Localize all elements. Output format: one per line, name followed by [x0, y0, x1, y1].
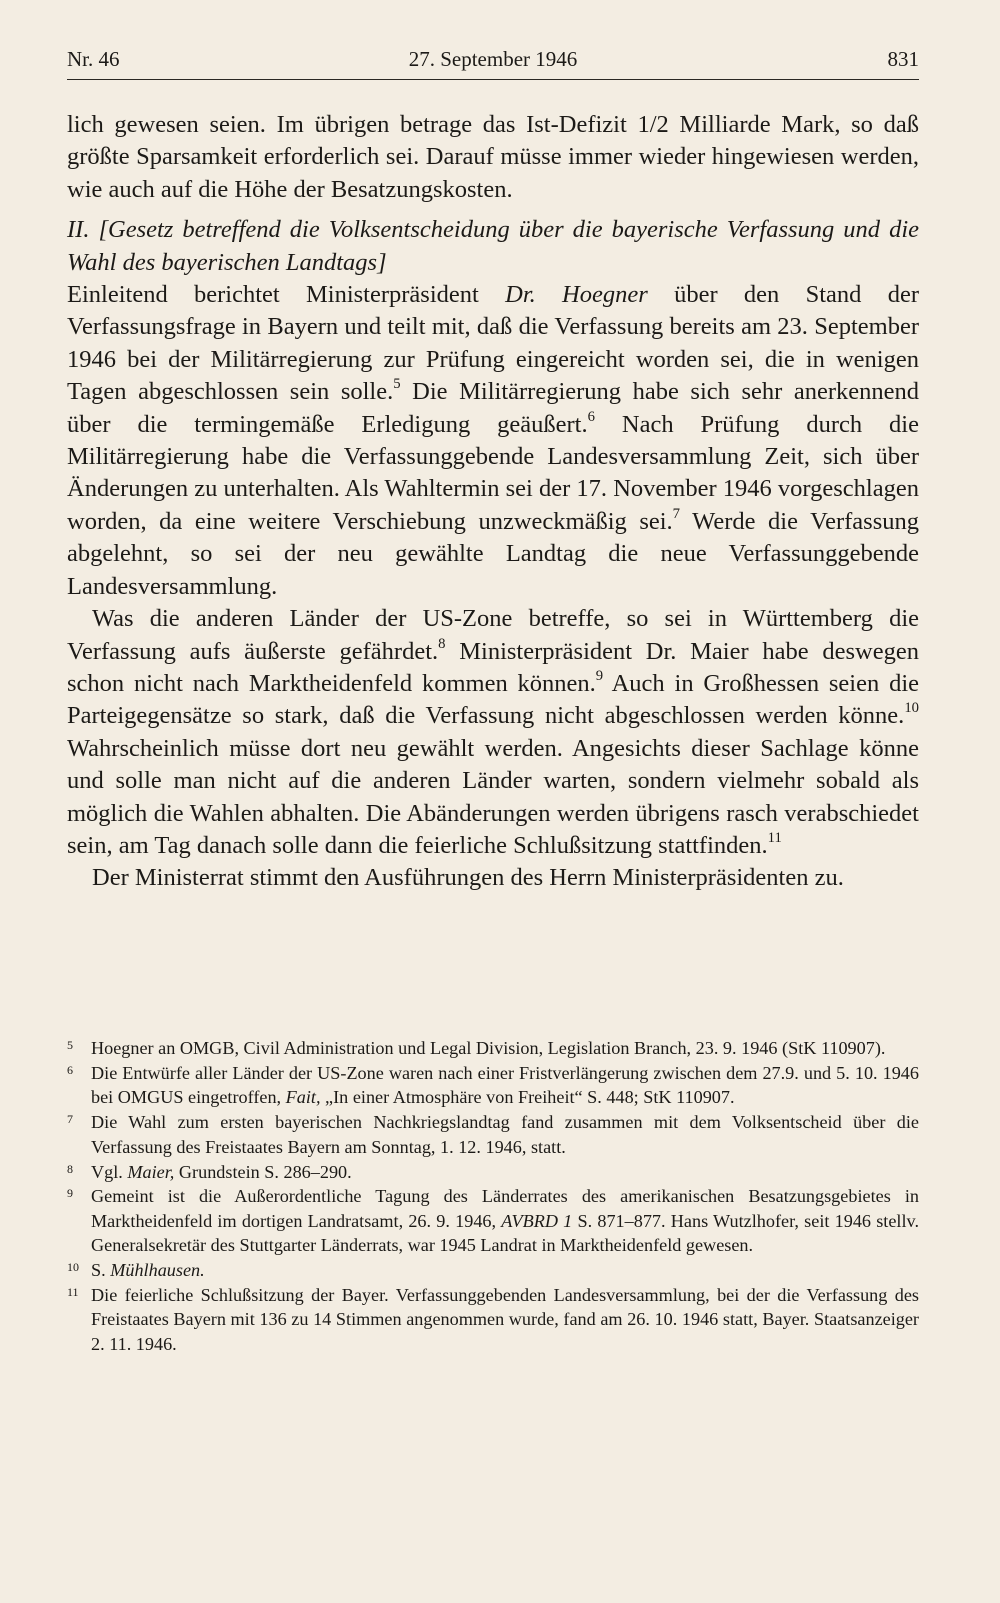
footnote-8: 8 Vgl. Maier, Grundstein S. 286–290. [67, 1160, 919, 1184]
footnote-ref[interactable]: 10 [904, 700, 919, 717]
header-date: 27. September 1946 [408, 47, 578, 71]
footnote-ref[interactable]: 5 [393, 376, 401, 393]
footnote-6: 6 Die Entwürfe aller Länder der US-Zone waren nach einer Fristverlängerung zwischen dem 27.9. und 5. 10. 1946 bei OMGUS eingetroffen, Fait, „In einer Atmosphäre von Freiheit“ S. 448; StK 110907. [67, 1061, 919, 1110]
footnote-ref[interactable]: 8 [438, 635, 446, 652]
paragraph-3: Was die anderen Länder der US-Zone betreffe, so sei in Württemberg die Verfassung aufs äußerste gefährdet.$^8$ Ministerpräsident Dr. Maier habe deswegen schon nicht nach Marktheidenfeld kommen können.$^9$ Auch in Großhessen seien die Parteigegensätze so stark, daß die Verfassung nicht abgeschlossen werden könne.$^{10}$ Wahrscheinlich müsse dort neu gewählt werden. Angesichts dieser Sachlage könne und solle man nicht auf die anderen Länder warten, sondern vielmehr sobald als möglich die Wahlen abhalten. Die Abänderungen werden übrigens rasch verabschiedet sein, am Tag danach solle dann die feierliche Schlußsitzung stattfinden.$^{11}$ [67, 605, 919, 859]
running-header [67, 44, 919, 74]
footnote-number: 5 [67, 1038, 73, 1052]
footnote-11: 11 Die feierliche Schlußsitzung der Bayer. Verfassunggebenden Landesversammlung, bei der die Verfassung des Freistaates Bayern mit 136 zu 14 Stimmen angenommen wurde, fand am 26. 10. 1946 statt, Bayer. Staatsanzeiger 2. 11. 1946. [67, 1283, 919, 1356]
footnote-10: 10 S. Mühlhausen. [67, 1258, 919, 1282]
paragraph-1: lich gewesen seien. Im übrigen betrage das Ist-Defizit 1/2 Milliarde Mark, so daß größte Sparsamkeit erforderlich sei. Darauf müsse immer wieder hingewiesen werden, wie auch auf die Höhe der Besatzungskosten. [67, 111, 919, 203]
footnote-number: 6 [67, 1062, 73, 1077]
footnote-5: 5 Hoegner an OMGB, Civil Administration und Legal Division, Legislation Branch, 23. 9. 1946 (StK 110907). [67, 1036, 919, 1060]
footnote-ref[interactable]: 6 [587, 408, 595, 425]
issue-number: Nr. 46 [67, 47, 120, 71]
paragraph-4: Der Ministerrat stimmt den Ausführungen des Herrn Ministerpräsidenten zu. [92, 864, 844, 892]
footnote-ref[interactable]: 7 [672, 505, 681, 522]
paragraph-2: Einleitend berichtet Ministerpräsident Dr. Hoegner über den Stand der Verfassungsfrage in Bayern und teilt mit, daß die Verfassung bereits am 23. September 1946 bei der Militärregierung zur Prüfung eingereicht worden sei, die in wenigen Tagen abgeschlossen sein solle.$^5$ Die Militärregierung habe sich sehr anerkennend über die termingemäße Erledigung geäußert.$^6$ Nach Prüfung durch die Militärregierung habe die Verfassunggebende Landesversammlung Zeit, sich über Änderungen zu unterhalten. Als Wahltermin sei der 17. November 1946 vorgeschlagen worden, da eine weitere Verschiebung unzweckmäßig sei.$^7$ Werde die Verfassung abgelehnt, so sei der neu gewählte Landtag die neue Verfassunggebende Landesversammlung. [67, 281, 920, 600]
footnote-number: 7 [67, 1112, 73, 1127]
footnote-number: 8 [67, 1161, 73, 1176]
footnote-ref[interactable]: 11 [767, 829, 782, 846]
header-rule [67, 79, 919, 80]
footnote-9: 9 Gemeint ist die Außerordentliche Tagung des Länderrates des amerikanischen Besatzungsgebietes in Marktheidenfeld im dortigen Landratsamt, 26. 9. 1946, AVBRD 1 S. 871–877. Hans Wutzlhofer, seit 1946 stellv. Generalsekretär des Stuttgarter Länderrats, war 1945 Landrat in Marktheidenfeld gewesen. [67, 1184, 919, 1257]
footnote-number: 10 [67, 1260, 79, 1275]
footnotes [67, 1036, 919, 1357]
person-name: Dr. Hoegner [505, 281, 648, 309]
footnote-ref[interactable]: 9 [595, 667, 604, 684]
main-text [67, 109, 919, 895]
footnote-7: 7 Die Wahl zum ersten bayerischen Nachkriegslandtag fand zusammen mit dem Volksentscheid über die Verfassung des Freistaates Bayern am Sonntag, 1. 12. 1946, statt. [67, 1110, 919, 1159]
footnote-number: 11 [67, 1285, 79, 1300]
section-heading: II. [Gesetz betreffend die Volksentscheidung über die bayerische Verfassung und die Wahl des bayerischen Landtags] [67, 216, 919, 276]
footnote-number: 9 [67, 1186, 73, 1201]
page-number: 831 [887, 47, 919, 71]
